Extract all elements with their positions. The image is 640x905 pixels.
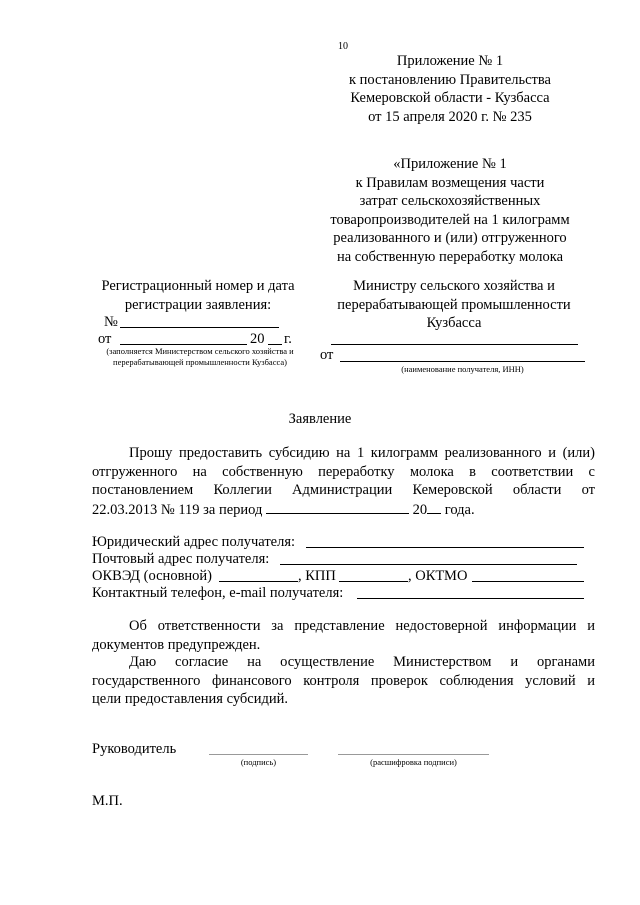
okved-field[interactable]	[219, 581, 298, 582]
period-year: 20	[412, 501, 428, 518]
oktmo-field[interactable]	[472, 581, 584, 582]
registration-number-field[interactable]	[120, 327, 279, 328]
decode-caption: (расшифровка подписи)	[370, 757, 457, 767]
signature-field[interactable]	[209, 754, 308, 755]
legal-address-label: Юридический адрес получателя:	[92, 534, 296, 550]
period-year-field[interactable]	[427, 500, 441, 514]
consent-line: Даю согласие на осуществление Министерством и органами	[129, 654, 595, 670]
registration-block	[80, 277, 316, 314]
request-line: отгруженного на собственную переработку молока в соответствии с	[92, 463, 595, 480]
request-line: постановлением Коллегии Администрации Кемеровской области от	[92, 482, 595, 498]
consent-paragraph	[92, 653, 595, 709]
contacts-label: Контактный телефон, e-mail получателя:	[92, 585, 344, 601]
registration-year-field[interactable]	[268, 344, 282, 345]
from-label: от	[320, 347, 334, 363]
recipient-field[interactable]	[340, 361, 585, 362]
responsibility-paragraph	[92, 617, 595, 654]
consent-line: цели предоставления субсидий.	[92, 691, 288, 707]
note-line: перерабатывающей промышленности Кузбасса)	[113, 357, 287, 367]
rules-line: к Правилам возмещения части	[355, 174, 545, 191]
period-field[interactable]	[266, 500, 409, 514]
registration-note	[86, 346, 314, 368]
request-paragraph	[92, 444, 595, 519]
appendix-line: от 15 апреля 2020 г. № 235	[368, 108, 532, 125]
postal-address-field[interactable]	[280, 564, 577, 565]
document-title: Заявление	[288, 411, 352, 427]
request-line: Прошу предоставить субсидию на 1 килограмм реализованного и (или)	[129, 445, 595, 461]
stamp-label: М.П.	[92, 793, 123, 809]
addressee-line3: Кузбасса	[426, 315, 482, 331]
addressee-block	[318, 277, 590, 333]
request-line-4	[92, 500, 595, 520]
appendix-line: к постановлению Правительства	[349, 71, 551, 88]
rules-line: товаропроизводителей на 1 килограмм	[330, 211, 570, 228]
note-line: (заполняется Министерством сельского хозяйства и	[106, 346, 294, 356]
kpp-field[interactable]	[339, 581, 408, 582]
page-number: 10	[338, 41, 348, 52]
registration-line2: регистрации заявления:	[124, 296, 272, 313]
appendix-line: Приложение № 1	[396, 53, 504, 69]
period-label: 22.03.2013 № 119 за период	[92, 501, 263, 518]
signature-caption: (подпись)	[240, 757, 277, 767]
registration-line1: Регистрационный номер и дата	[101, 278, 295, 294]
oktmo-label: , ОКТМО	[408, 568, 468, 584]
responsibility-line: Об ответственности за представление недостоверной информации и	[129, 618, 595, 634]
rules-line: «Приложение № 1	[393, 156, 507, 172]
okved-label: ОКВЭД (основной)	[92, 568, 213, 584]
responsibility-line: документов предупрежден.	[92, 636, 261, 653]
rules-line: на собственную переработку молока	[336, 248, 564, 265]
addressee-line1: Министру сельского хозяйства и	[353, 278, 555, 294]
kpp-label: , КПП	[298, 568, 336, 584]
registration-date-field[interactable]	[120, 344, 247, 345]
rules-header	[305, 155, 595, 266]
rules-line: реализованного и (или) отгруженного	[333, 230, 567, 246]
rules-line: затрат сельскохозяйственных	[359, 193, 541, 209]
postal-address-label: Почтовый адрес получателя:	[92, 551, 270, 567]
legal-address-field[interactable]	[306, 547, 584, 548]
registration-date-label: от	[98, 331, 112, 347]
appendix-header	[330, 52, 570, 126]
signature-decode-field[interactable]	[338, 754, 489, 755]
head-label: Руководитель	[92, 741, 177, 757]
addressee-field-1[interactable]	[331, 344, 578, 345]
registration-year: 20	[250, 331, 265, 347]
recipient-caption: (наименование получателя, ИНН)	[401, 364, 524, 374]
appendix-line: Кемеровской области - Кузбасса	[350, 90, 550, 106]
contacts-field[interactable]	[357, 598, 584, 599]
consent-line: государственного финансового контроля проверок соблюдения условий и	[92, 672, 595, 689]
registration-number-label: №	[104, 314, 118, 330]
period-suffix: года.	[444, 501, 475, 518]
registration-year-suffix: г.	[284, 331, 292, 347]
addressee-line2: перерабатывающей промышленности	[337, 296, 571, 313]
